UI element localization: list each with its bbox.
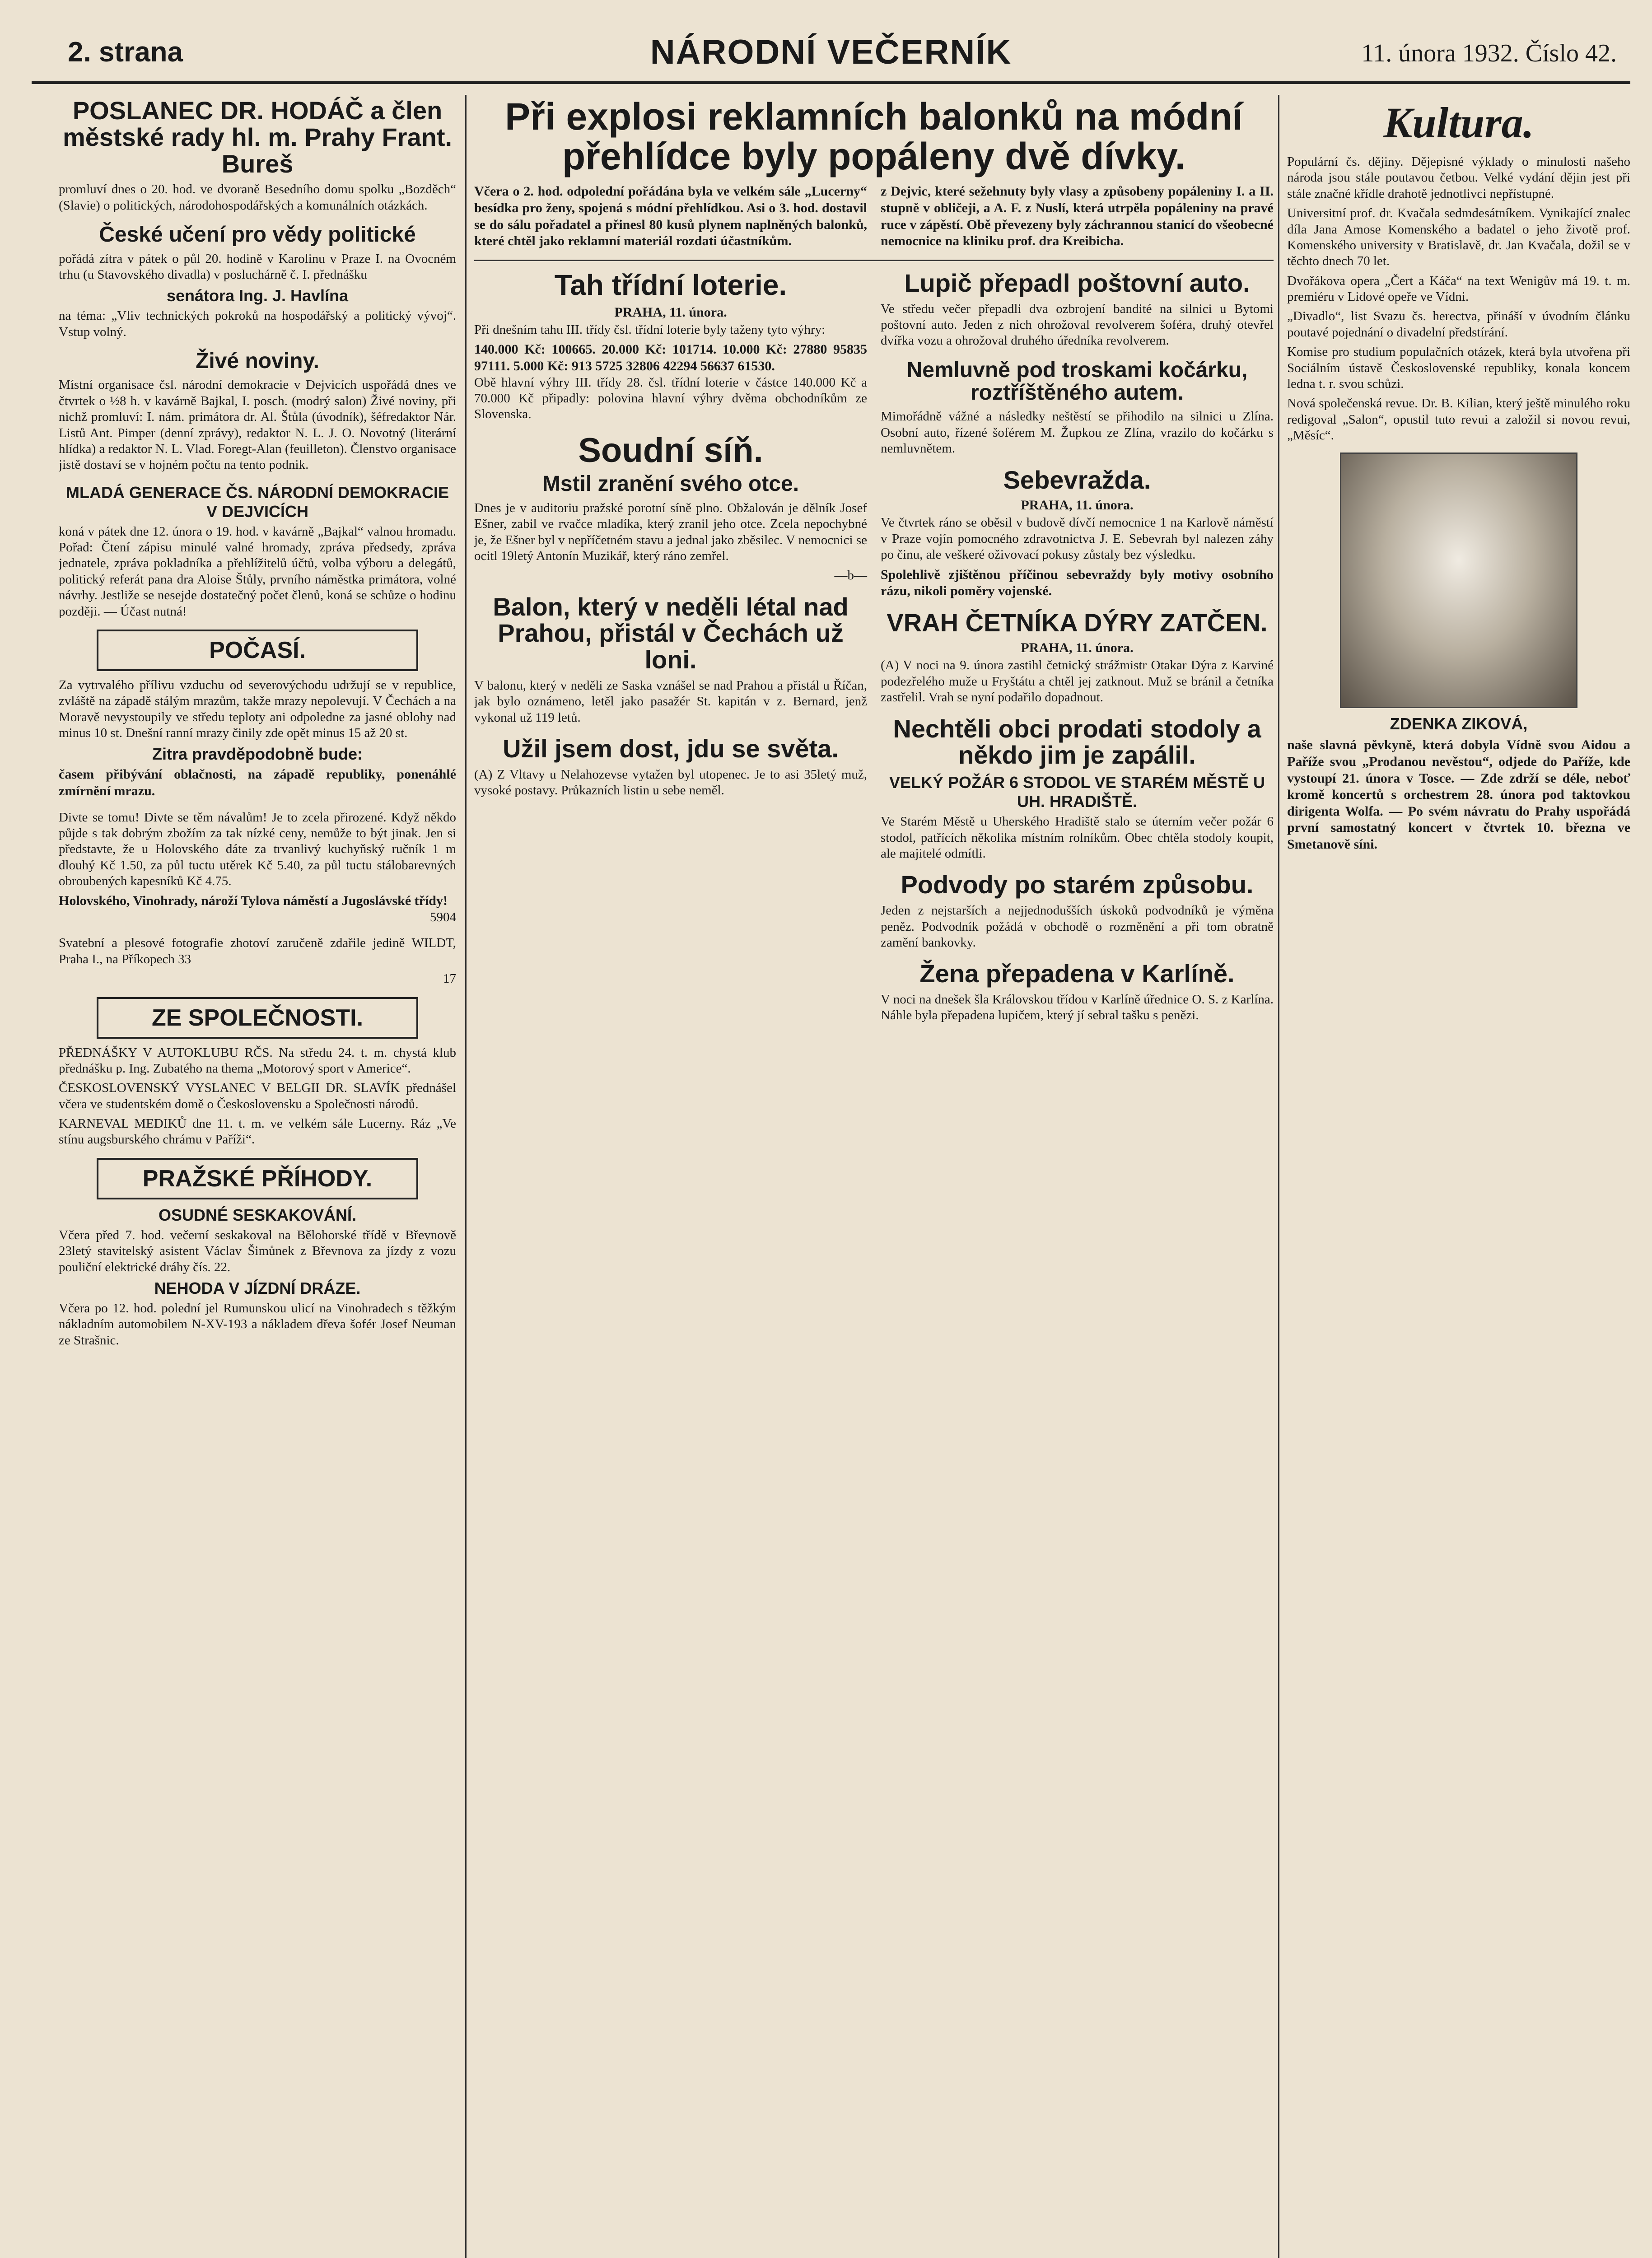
column-rule xyxy=(1278,95,1279,2258)
article-body-left: Včera o 2. hod. odpolední pořádána byla ve velkém sále „Lucerny“ besídka pro ženy, spojená s módní přehlídkou. Asi o 3. hod. dostavil se do sálu pořadatel a přinesl 80 kusů plynem naplněných balonků, které chtěl jako reklamní materiál rozdati účastníkům. xyxy=(474,184,867,249)
article-body: Dnes je v auditoriu pražské porotní síně plno. Obžalován je dělník Josef Ešner, zabil ve rvačce mladíka, který zranil jeho otce. Zcela nepochybné je, že Ešner byl v nepříčetném stavu a jednal jako zběsilec. V nemocnici se ocitl 19letý Antonín Muzikář, který ráno zemřel. xyxy=(474,500,867,563)
subheading: Mstil zranění svého otce. xyxy=(542,472,799,496)
article-body: Místní organisace čsl. národní demokracie v Dejvicích uspořádá dnes ve čtvrtek o ½8 h. v kavárně Bajkal, I. posch. (modrý salon) Živé noviny, při nichž promluví: I. nám. primátora dr. Al. Štůla (úvodník), šéfredaktor Nár. Listů Ant. Pimper (denní zprávy), redaktor N. L. J. O. Novotný (literární hlídka) a redaktor N. L. Vlad. Foregt-Alan (feuilleton). Členstvo organisace jistě dostaví se v hojném počtu na tento podnik. xyxy=(59,378,456,472)
prize-list: 140.000 Kč: 100665. 20.000 Kč: 101714. 10.000 Kč: 27880 95835 97111. 5.000 Kč: 913 5725 32806 42294 56637 61530. xyxy=(474,342,867,373)
newspaper-page xyxy=(32,27,1630,2258)
item-kvacala: Universitní prof. dr. Kvačala sedmdesátníkem. Vynikající znalec díla Jana Amose Komenského a badatel o jeho životě prof. Komenského university v Bratislavě, dr. Jan Kvačala, dožil se v těchto dnech 70 let. xyxy=(1287,206,1630,269)
article-body: Včera po 12. hod. polední jel Rumunskou ulicí na Vinohradech s těžkým nákladním automobilem N-XV-193 a nákladem dřeva šofér Josef Neuman ze Strašnic. xyxy=(59,1301,456,1348)
article-mlada-generace xyxy=(59,483,456,620)
article-body: (A) V noci na 9. února zastihl četnický strážmistr Otakar Dýra z Karviné podezřelého muže u Fryštátu a chtěl jej zatknout. Muž se bránil a četníka zastřelil. Vrah se nyní podařilo dopadnout. xyxy=(881,658,1274,705)
item-autoklub: PŘEDNÁŠKY V AUTOKLUBU RČS. Na středu 24. t. m. chystá klub přednášku p. Ing. Zubatého na thema „Motorový sport v Americe“. xyxy=(59,1045,456,1076)
article-headline: Nechtěli obci prodati stodoly a někdo jim je zapálil. xyxy=(893,714,1261,770)
article-sebevrazda xyxy=(881,467,1274,600)
column-rule xyxy=(465,95,467,2258)
item-vyslanec: ČESKOSLOVENSKÝ VYSLANEC V BELGII DR. SLAVÍK přednášel včera ve studentském domě o Československu a Společnosti národů. xyxy=(59,1081,456,1111)
article-body: Za vytrvalého přílivu vzduchu od severovýchodu udržují se v republice, zvláště na západě stálým mrazům, takže mrazy nepolevují. V Čechách a na Moravě nevystoupily ve středu teploty ani odpoledne za jasné oblohy nad minus 10 st. Dnešní ranní mrazy činily zde opět minus 15 až 20 st. xyxy=(59,677,456,741)
article-body: Ve Starém Městě u Uherského Hradiště stalo se úterním večer požár 6 stodol, patřících několika místním rolníkům. Obec chtěla stodoly koupit, ale majitelé odmítli. xyxy=(881,814,1274,861)
ad-code: 17 xyxy=(443,971,456,986)
article-body: Ve středu večer přepadli dva ozbrojení bandité na silnici u Bytomi poštovní auto. Jeden z nich ohrožoval revolverem šoféra, druhý otevřel dvířka vozu a ohrožoval druhého úředníka revolverem. xyxy=(881,301,1274,348)
newspaper-title: NÁRODNÍ VEČERNÍK xyxy=(650,33,1012,71)
article-body: Včera před 7. hod. večerní seskakoval na Bělohorské třídě v Břevnově 23letý stavitelský asistent Václav Šimůnek z Břevnova za jízdy z vozu pouliční elektrické dráhy čís. 22. xyxy=(59,1227,456,1274)
article-uzijsem xyxy=(474,736,867,799)
article-body: Obě hlavní výhry III. třídy 28. čsl. třídní loterie v částce 140.000 Kč a 70.000 Kč připadly: polovina hlavní výhry dvěma obchodníkům ze Slovenska. xyxy=(474,375,867,422)
lecture-topic: na téma: „Vliv technických pokroků na hospodářský a politický vývoj“. Vstup volný. xyxy=(59,308,456,339)
article-nemluvne xyxy=(881,359,1274,457)
dateline: PRAHA, 11. února. xyxy=(1021,640,1134,656)
item-divadlo: „Divadlo“, list Svazu čs. herectva, přináší v úvodním článku poutavé pojednání o divadelní předstírání. xyxy=(1287,309,1630,340)
article-loterie xyxy=(474,270,867,423)
article-headline: Lupič přepadl poštovní auto. xyxy=(904,268,1250,297)
article-headline: Živé noviny. xyxy=(196,349,319,373)
subheading: OSUDNÉ SESKAKOVÁNÍ. xyxy=(158,1205,357,1224)
page-number: 2. strana xyxy=(68,37,183,68)
article-podvody xyxy=(881,872,1274,951)
portrait-photo xyxy=(1340,453,1577,708)
article-headline: Podvody po starém způsobu. xyxy=(901,870,1254,899)
article-body: pořádá zítra v pátek o půl 20. hodině v Karolinu v Praze I. na Ovocném trhu (u Stavovského divadla) v posluchárně č. I. přednášku xyxy=(59,251,456,282)
lecturer-name: senátora Ing. J. Havlína xyxy=(166,286,349,305)
article-lupic xyxy=(881,270,1274,349)
column-middle xyxy=(474,95,1274,2258)
article-explose xyxy=(474,97,1274,250)
article-zena xyxy=(881,961,1274,1024)
article-headline: Žena přepadena v Karlíně. xyxy=(919,959,1235,988)
article-body: promluví dnes o 20. hod. ve dvoraně Besedního domu spolku „Bozděch“ (Slavie) o politických, národohospodářských a komunálních otázkách. xyxy=(59,182,456,213)
item-komise: Komise pro studium populačních otázek, která byla utvořena při Sociálním ústavě Československé republiky, konala koncem ledna t. r. svou schůzi. xyxy=(1287,345,1630,391)
section-box-prihody: PRAŽSKÉ PŘÍHODY. xyxy=(97,1158,418,1199)
photo-caption: naše slavná pěvkyně, která dobyla Vídně svou Aidou a Paříže svou „Prodanou nevěstou“, odjede do Paříže, kde vystoupí 21. února v Tosce. — Zde zdrží se déle, neboť kromě koncertů s orchestrem 28. února pod taktovkou dirigenta Wolfa. — Po svém návratu do Prahy uspořádá první samostatný koncert v čtvrtek 10. března ve Smetanově síni. xyxy=(1287,737,1630,852)
article-uceni xyxy=(59,224,456,340)
ad-shop: Holovského, Vinohrady, nároží Tylova náměstí a Jugoslávské třídy! xyxy=(59,893,448,909)
article-headline: MLADÁ GENERACE ČS. NÁRODNÍ DEMOKRACIE V DEJVICÍCH xyxy=(65,483,449,521)
ad-code: 5904 xyxy=(430,910,456,925)
article-body-right: z Dejvic, které sežehnuty byly vlasy a způsobeny popáleniny I. a II. stupně v obličeji, a A. F. z Nuslí, která utrpěla popáleniny na pravé ruce v zápěstí. Obě převezeny byly záchrannou stanicí do všeobecné nemocnice na kliniku prof. dra Kreibicha. xyxy=(881,184,1274,249)
article-headline: Tah třídní loterie. xyxy=(554,268,787,301)
subheading: NEHODA V JÍZDNÍ DRÁZE. xyxy=(154,1278,361,1297)
section-title-kultura: Kultura. xyxy=(1383,98,1534,147)
signoff: —b— xyxy=(834,568,867,583)
ad-body: Svatební a plesové fotografie zhotoví zaručeně zdařile jedině WILDT, Praha I., na Příkopech 33 xyxy=(59,936,456,966)
article-body: (A) Z Vltavy u Nelahozevse vytažen byl utopenec. Je to asi 35letý muž, vysoké postavy. Průkazních listin u sebe neměl. xyxy=(474,767,867,798)
forecast-text: časem přibývání oblačnosti, na západě republiky, ponenáhlé zmírnění mrazu. xyxy=(59,767,456,799)
article-body: koná v pátek dne 12. února o 19. hod. v kavárně „Bajkal“ valnou hromadu. Pořad: Čtení zápisu minulé valné hromady, zpráva předsedy, zpráva jednatele, zpráva pokladníka a přehlížitelů účtů, volba výboru a delegátů, politický referát pana dra Aloise Štůly, prvního náměstka primátora, volné návrhy. Jestliže se nesejde dostatečný počet členů, koná se schůze o hodinu později. — Účast nutná! xyxy=(59,524,456,619)
section-box-spolecnosti: ZE SPOLEČNOSTI. xyxy=(97,997,418,1039)
column-kultura xyxy=(1287,95,1630,2258)
article-headline: Při explosi reklamních balonků na módní přehlídce byly popáleny dvě dívky. xyxy=(505,95,1243,178)
article-intro: Při dnešním tahu III. třídy čsl. třídní loterie byly taženy tyto výhry: xyxy=(474,322,826,337)
section-box-pocasi: POČASÍ. xyxy=(97,630,418,671)
article-body: V balonu, který v neděli ze Saska vznášel se nad Prahou a přistál u Říčan, jak bylo oznámeno, letěl jako pasažér St. kapitán v z. Bernard, jenž vykonal už 119 letů. xyxy=(474,678,867,725)
article-headline: České učení pro vědy politické xyxy=(99,223,416,247)
issue-date: 11. února 1932. Číslo 42. xyxy=(1361,39,1617,67)
article-conclusion: Spolehlivě zjištěnou příčinou sebevraždy byly motivy osobního rázu, nikoli poměry vojenské. xyxy=(881,567,1274,599)
section-spolecnosti xyxy=(59,997,456,1148)
article-hodac xyxy=(59,98,456,214)
forecast-heading: Zitra pravděpodobně bude: xyxy=(152,745,363,764)
ad-holovsky xyxy=(59,810,456,926)
article-body: Ve čtvrtek ráno se oběsil v budově dívčí nemocnice 1 na Karlově náměstí v Praze vojín pomocného zdravotnictva J. E. Sebevrah byl nalezen záhy po činu, ale veškeré oživovací pokusy zůstaly bez výsledku. xyxy=(881,515,1274,562)
article-body: Jeden z nejstarších a nejjednodušších úskoků podvodníků je výměna peněz. Podvodník požádá v obchodě o rozměnění a při tom obratně zamění bankovky. xyxy=(881,903,1274,950)
article-soud xyxy=(474,433,867,584)
section-prihody xyxy=(59,1158,456,1348)
item-popularni: Populární čs. dějiny. Dějepisné výklady o minulosti našeho národa jsou stále poutavou četbou. Velké vydání dějin jest při stále značné křídle drahotě jednotlivci nepřístupné. xyxy=(1287,154,1630,201)
article-headline: Soudní síň. xyxy=(578,431,763,470)
article-vrah xyxy=(881,610,1274,706)
subheading: VELKÝ POŽÁR 6 STODOL VE STARÉM MĚSTĚ U UH. HRADIŠTĚ. xyxy=(889,773,1265,811)
photo-name: ZDENKA ZIKOVÁ, xyxy=(1390,714,1528,733)
ad-body: Divte se tomu! Divte se těm návalům! Je to zcela přirozené. Když někdo půjde s tak dobrým zbožím za tak nízké ceny, nemůže to být jinak. Jen si představte, že u Holovského dáte za trvanlivý kuchyňský ručník 1 m dlouhý Kč 1.50, za půl tuctu utěrek Kč 5.40, za půl tuctu stálobarevných obroubených kapesníků Kč 4.75. xyxy=(59,810,456,889)
article-body: Mimořádně vážné a následky neštěstí se přihodilo na silnici u Zlína. Osobní auto, řízené šoférem M. Župkou ze Zlína, vrazilo do kočárku s nemluvnětem. xyxy=(881,409,1274,456)
column-left xyxy=(59,95,456,2258)
item-revue: Nová společenská revue. Dr. B. Kilian, který ještě minulého roku redigoval „Salon“, opustil tuto revui a založil si novou revui, „Měsíc“. xyxy=(1287,396,1630,443)
dateline: PRAHA, 11. února. xyxy=(1021,498,1134,513)
item-karneval: KARNEVAL MEDIKŮ dne 11. t. m. ve velkém sále Lucerny. Ráz „Ve stínu augsburského chrámu v Paříži“. xyxy=(59,1116,456,1147)
article-balon xyxy=(474,594,867,726)
article-noviny xyxy=(59,350,456,473)
article-headline: POSLANEC DR. HODÁČ a člen městské rady hl. m. Prahy Frant. Bureš xyxy=(62,96,453,178)
article-headline: Užil jsem dost, jdu se světa. xyxy=(503,734,839,763)
article-headline: Sebevražda. xyxy=(1003,465,1151,494)
article-headline: Nemluvně pod troskami kočárku, roztříštěného autem. xyxy=(906,358,1248,405)
masthead xyxy=(32,27,1630,84)
item-cert: Dvořákova opera „Čert a Káča“ na text Wenigův má 19. t. m. premiéru v Lidové opeře ve Vídni. xyxy=(1287,273,1630,304)
ad-wildt xyxy=(59,935,456,987)
article-headline: Balon, který v neděli létal nad Prahou, přistál v Čechách už loni. xyxy=(493,592,849,674)
article-nechteli xyxy=(881,716,1274,862)
article-headline: VRAH ČETNÍKA DÝRY ZATČEN. xyxy=(887,608,1268,637)
divider xyxy=(474,260,1274,261)
article-pocasi xyxy=(59,630,456,800)
article-body: V noci na dnešek šla Královskou třídou v Karlíně úřednice O. S. z Karlína. Náhle byla přepadena lupičem, který jí sebral tašku s penězi. xyxy=(881,992,1274,1023)
dateline: PRAHA, 11. února. xyxy=(614,304,727,320)
